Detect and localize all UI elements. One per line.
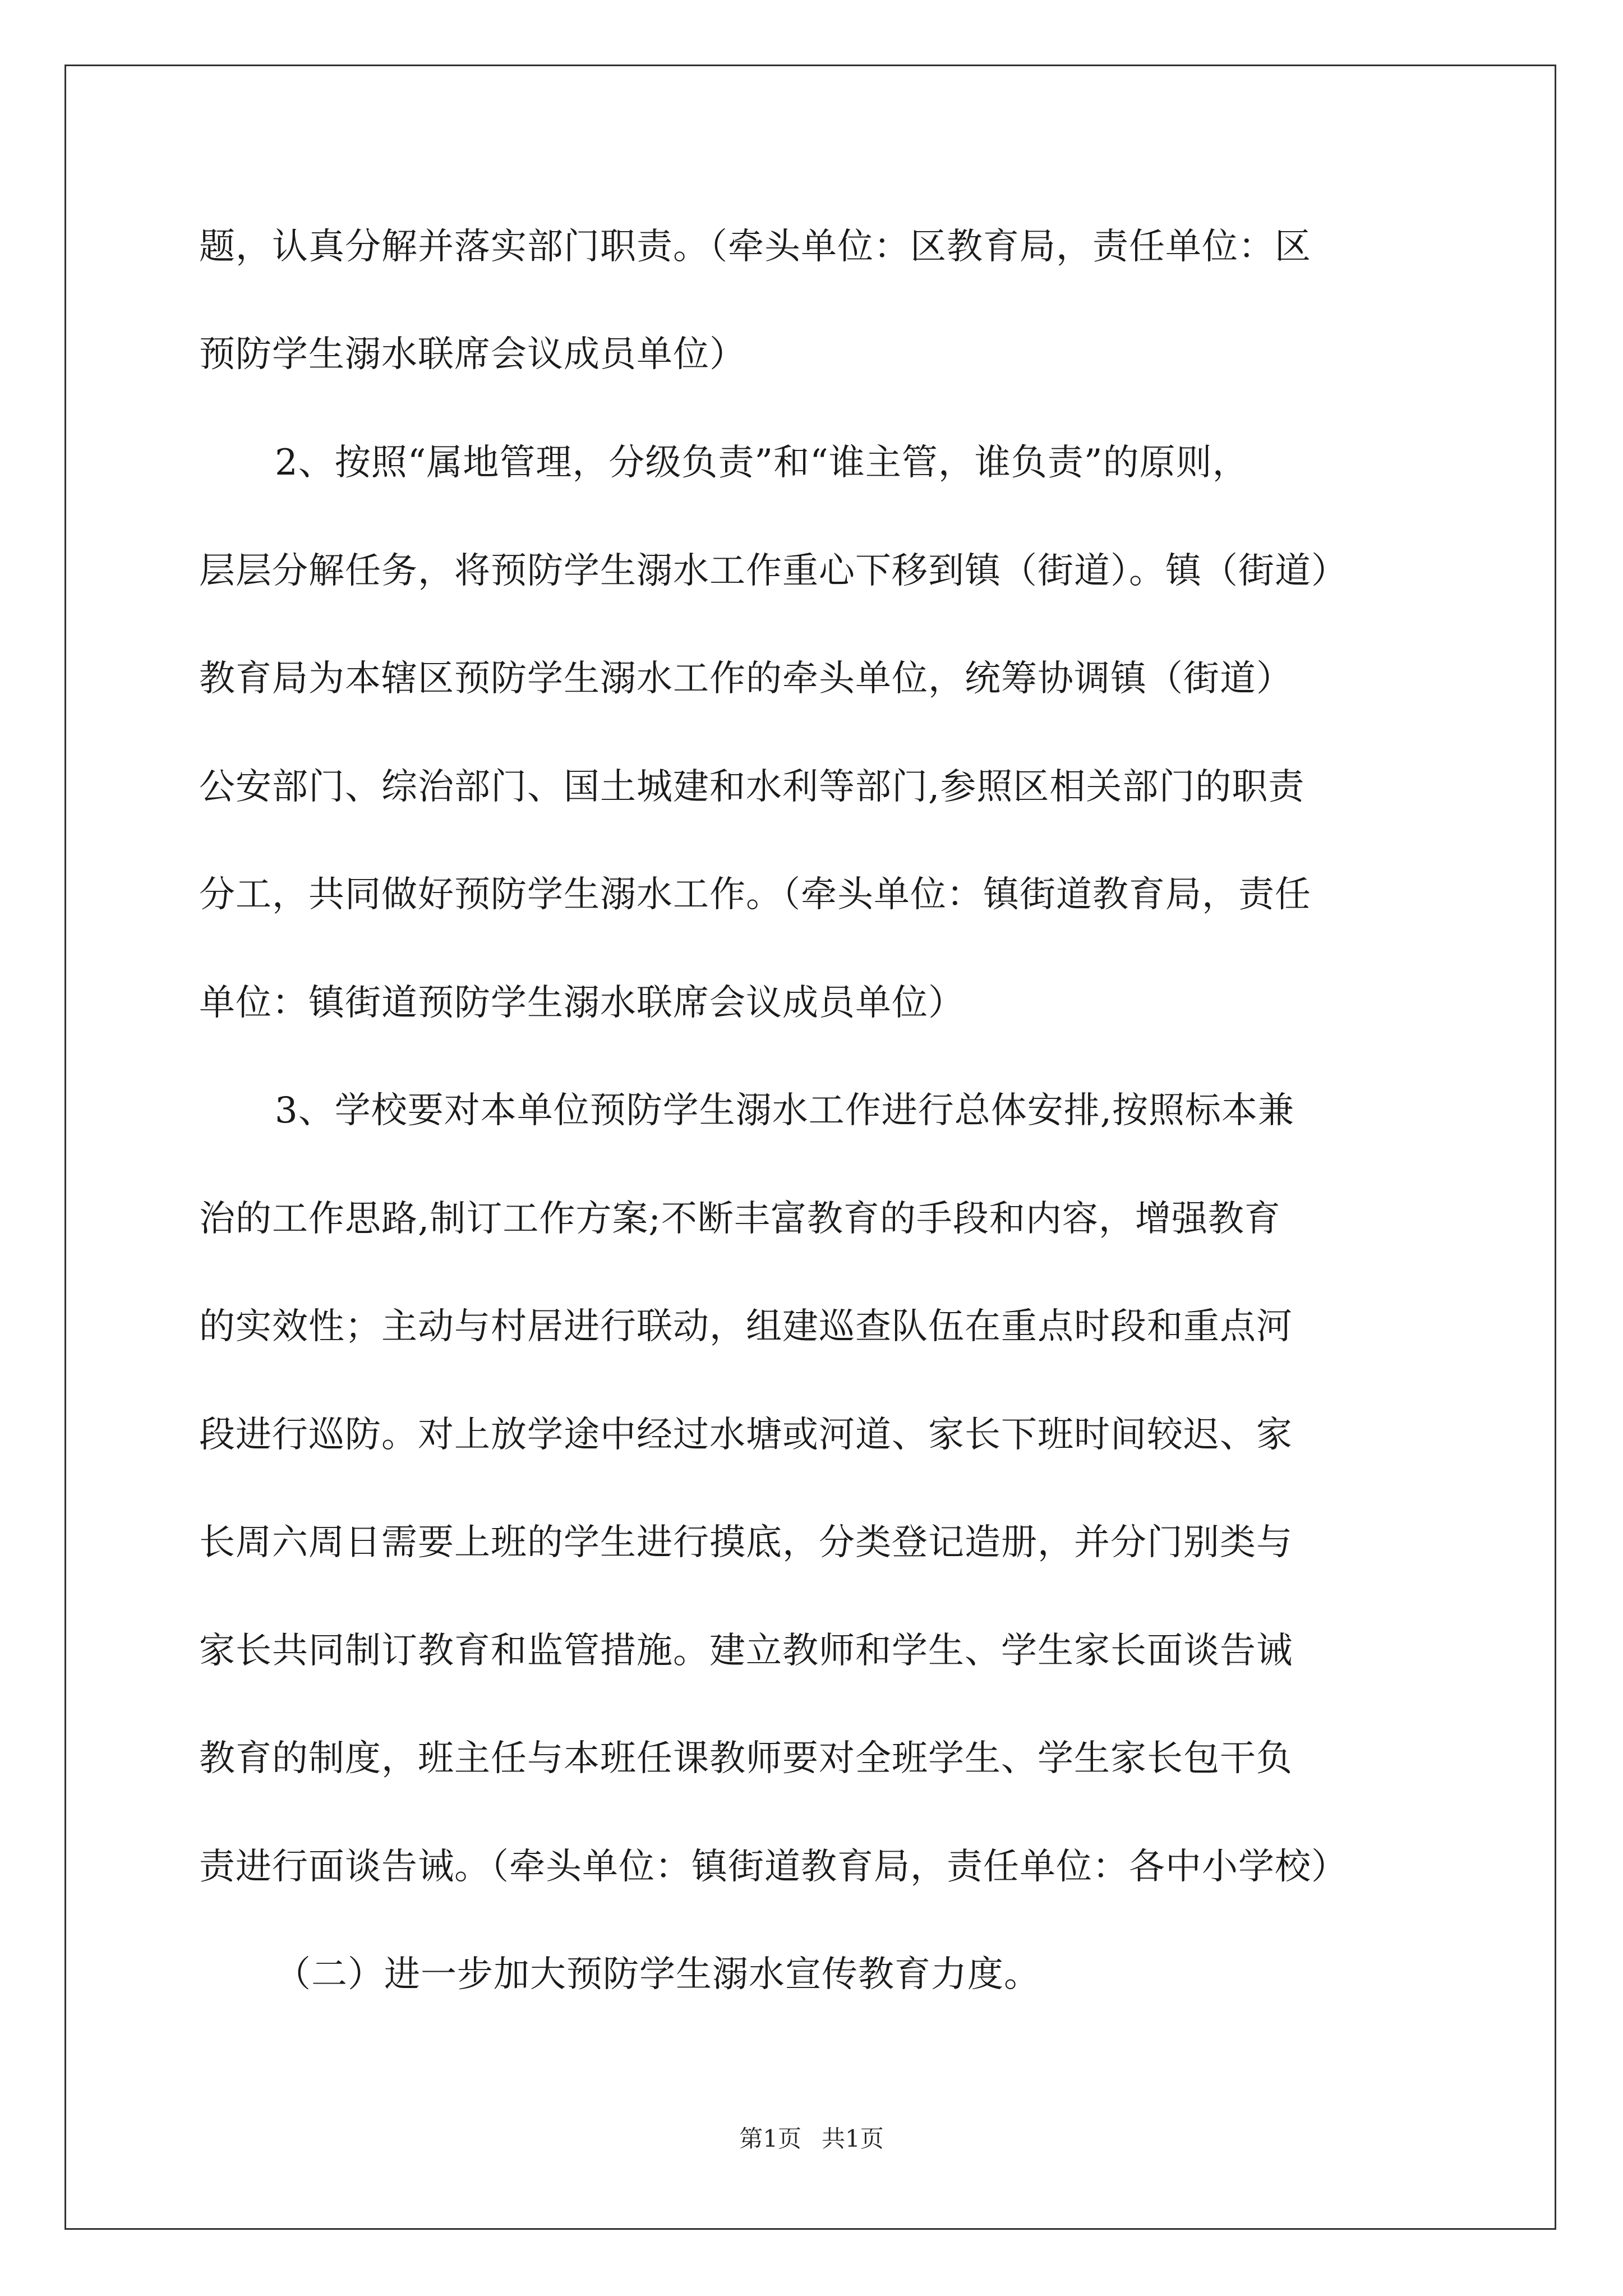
page-border [64,65,1556,2230]
body-line: 题，认真分解并落实部门职责。（牵头单位：区教育局，责任单位：区 [199,226,1311,268]
section-heading: （二）进一步加大预防学生溺水宣传教育力度。 [275,1954,1040,1995]
body-line: 教育的制度，班主任与本班任课教师要对全班学生、学生家长包干负 [199,1738,1293,1779]
body-line: 治的工作思路,制订工作方案;不断丰富教育的手段和内容，增强教育 [199,1198,1281,1240]
page-footer [0,2123,1623,2155]
page-number-current: 第1页 [739,2125,801,2152]
body-line: 层层分解任务，将预防学生溺水工作重心下移到镇（街道）。镇（街道） [199,550,1348,592]
body-line: 预防学生溺水联席会议成员单位） [199,334,746,375]
page-number-total: 共1页 [822,2125,884,2152]
body-line: 家长共同制订教育和监管措施。建立教师和学生、学生家长面谈告诫 [199,1630,1293,1672]
body-line: 责进行面谈告诫。（牵头单位：镇街道教育局，责任单位：各中小学校） [199,1846,1348,1888]
body-line: 公安部门、综治部门、国土城建和水利等部门,参照区相关部门的职责 [199,766,1305,808]
body-line: 教育局为本辖区预防学生溺水工作的牵头单位，统筹协调镇（街道） [199,658,1293,700]
body-line: 长周六周日需要上班的学生进行摸底，分类登记造册，并分门别类与 [199,1522,1293,1563]
body-line: 分工，共同做好预防学生溺水工作。（牵头单位：镇街道教育局，责任 [199,874,1311,915]
paragraph-3-first-line: 3、学校要对本单位预防学生溺水工作进行总体安排,按照标本兼 [275,1090,1295,1131]
body-line: 单位：镇街道预防学生溺水联席会议成员单位） [199,982,965,1024]
body-line: 的实效性；主动与村居进行联动，组建巡查队伍在重点时段和重点河 [199,1306,1293,1347]
body-line: 段进行巡防。对上放学途中经过水塘或河道、家长下班时间较迟、家 [199,1414,1293,1456]
paragraph-2-first-line: 2、按照“属地管理，分级负责”和“谁主管，谁负责”的原则， [275,442,1249,484]
